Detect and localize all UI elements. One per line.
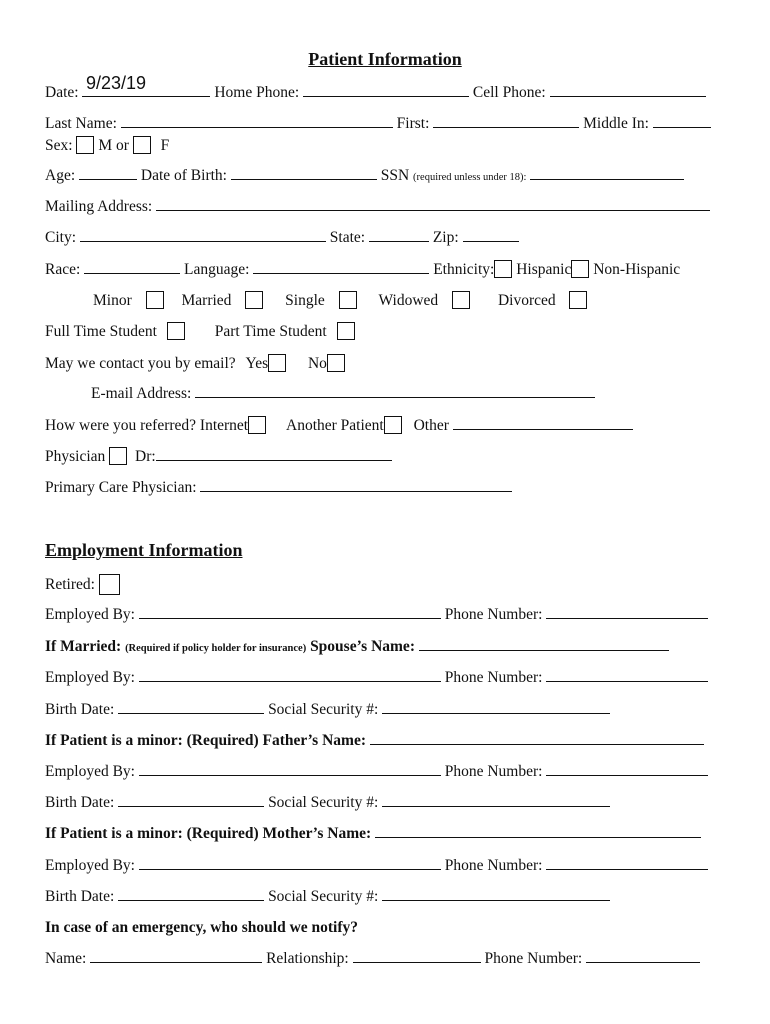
spouse-ssn-field[interactable] (382, 701, 610, 714)
pcp-row (45, 479, 512, 497)
language-field[interactable] (253, 261, 429, 274)
birth-row-1 (45, 701, 610, 719)
mother-employed-by-field[interactable] (139, 857, 441, 870)
spouse-birth-date-label: Birth Date: (45, 701, 115, 718)
mother-name-label: If Patient is a minor: (Required) Mother’s Name: (45, 825, 372, 842)
city-label: City: (45, 229, 77, 246)
spouse-employed-by-field[interactable] (139, 669, 441, 682)
employed-by-label: Employed By: (45, 606, 135, 623)
pcp-label: Primary Care Physician: (45, 479, 197, 496)
cell-phone-label: Cell Phone: (472, 84, 546, 101)
father-ssn-field[interactable] (382, 794, 610, 807)
emergency-phone-label: Phone Number: (484, 950, 583, 967)
if-married-note: (Required if policy holder for insurance) (125, 643, 307, 654)
ethnicity-label: Ethnicity: (433, 261, 495, 278)
pcp-field[interactable] (200, 479, 512, 492)
other-field[interactable] (453, 417, 633, 430)
father-ssn-label: Social Security #: (268, 794, 379, 811)
father-row (45, 732, 704, 750)
spouse-row (45, 638, 669, 658)
employed-row-2 (45, 669, 708, 687)
birth-row-3 (45, 888, 610, 906)
mother-birth-date-label: Birth Date: (45, 888, 115, 905)
mailing-row (45, 198, 710, 216)
another-patient-checkbox[interactable] (384, 416, 402, 434)
mother-row (45, 825, 701, 843)
married-checkbox[interactable] (245, 291, 263, 309)
hispanic-label: Hispanic (516, 261, 572, 278)
ssn-label: SSN (380, 167, 410, 184)
divorced-label: Divorced (497, 292, 556, 309)
employed-row-4 (45, 857, 708, 875)
middle-initial-label: Middle In: (583, 115, 649, 132)
father-phone-field[interactable] (546, 763, 708, 776)
spouse-name-label: Spouse’s Name: (310, 638, 415, 655)
mother-phone-label: Phone Number: (444, 857, 543, 874)
phone-number-label: Phone Number: (444, 606, 543, 623)
dob-field[interactable] (231, 167, 377, 180)
physician-row (45, 447, 392, 466)
father-employed-by-label: Employed By: (45, 763, 135, 780)
emergency-row (45, 919, 358, 937)
father-name-label: If Patient is a minor: (Required) Father’s Name: (45, 732, 366, 749)
phone-number-field[interactable] (546, 606, 708, 619)
father-name-field[interactable] (370, 732, 704, 745)
another-patient-label: Another Patient (286, 417, 384, 434)
date-value: 9/23/19 (86, 73, 147, 93)
father-birth-date-field[interactable] (118, 794, 264, 807)
sex-label: Sex: (45, 137, 73, 154)
spouse-name-field[interactable] (419, 638, 669, 651)
race-field[interactable] (84, 261, 180, 274)
spouse-employed-by-label: Employed By: (45, 669, 135, 686)
birth-row-2 (45, 794, 610, 812)
retired-row (45, 574, 120, 595)
mother-ssn-label: Social Security #: (268, 888, 379, 905)
marital-row (93, 291, 587, 310)
last-name-label: Last Name: (45, 115, 117, 132)
mother-phone-field[interactable] (546, 857, 708, 870)
email-yes-checkbox[interactable] (268, 354, 286, 372)
mother-birth-date-field[interactable] (118, 888, 264, 901)
name-row (45, 115, 711, 133)
internet-checkbox[interactable] (248, 416, 266, 434)
email-address-row (91, 385, 595, 403)
sex-row (45, 136, 169, 155)
non-hispanic-checkbox[interactable] (571, 260, 589, 278)
emergency-name-label: Name: (45, 950, 87, 967)
father-phone-label: Phone Number: (444, 763, 543, 780)
sex-f-checkbox[interactable] (133, 136, 151, 154)
zip-label: Zip: (432, 229, 459, 246)
email-no-checkbox[interactable] (327, 354, 345, 372)
email-address-field[interactable] (195, 385, 595, 398)
sex-m-label: M or (98, 137, 129, 154)
state-label: State: (329, 229, 366, 246)
father-birth-date-label: Birth Date: (45, 794, 115, 811)
sex-m-checkbox[interactable] (76, 136, 94, 154)
father-employed-by-field[interactable] (139, 763, 441, 776)
email-no-label: No (307, 355, 327, 372)
ssn-field[interactable] (530, 167, 684, 180)
student-row (45, 322, 355, 341)
relationship-label: Relationship: (266, 950, 349, 967)
other-label: Other (413, 417, 449, 434)
last-name-field[interactable] (121, 115, 393, 128)
relationship-field[interactable] (353, 950, 481, 963)
referred-row (45, 416, 633, 435)
physician-checkbox[interactable] (109, 447, 127, 465)
employed-row-3 (45, 763, 708, 781)
retired-checkbox[interactable] (99, 574, 120, 595)
single-checkbox[interactable] (339, 291, 357, 309)
retired-label: Retired: (45, 576, 95, 593)
language-label: Language: (184, 261, 250, 278)
non-hispanic-label: Non-Hispanic (593, 261, 681, 278)
emergency-phone-field[interactable] (586, 950, 700, 963)
emergency-question: In case of an emergency, who should we notify? (45, 919, 359, 936)
mother-ssn-field[interactable] (382, 888, 610, 901)
state-field[interactable] (369, 229, 429, 242)
date-label: Date: (45, 84, 79, 101)
dr-field[interactable] (156, 448, 392, 461)
employment-title: Employment Information (45, 540, 243, 560)
dob-label: Date of Birth: (140, 167, 227, 184)
dr-label: Dr: (135, 448, 156, 465)
part-time-checkbox[interactable] (337, 322, 355, 340)
widowed-checkbox[interactable] (452, 291, 470, 309)
race-label: Race: (45, 261, 81, 278)
minor-label: Minor (93, 292, 132, 309)
age-row (45, 167, 684, 187)
emergency-name-field[interactable] (90, 950, 262, 963)
emergency-contact-row (45, 950, 700, 968)
home-phone-field[interactable] (303, 84, 469, 97)
spouse-phone-field[interactable] (546, 669, 708, 682)
mother-name-field[interactable] (375, 825, 701, 838)
mailing-field[interactable] (156, 198, 710, 211)
employed-row-1 (45, 606, 708, 624)
ssn-note: (required unless under 18): (413, 172, 527, 183)
zip-field[interactable] (463, 229, 519, 242)
cell-phone-field[interactable] (550, 84, 706, 97)
spouse-phone-label: Phone Number: (444, 669, 543, 686)
divorced-checkbox[interactable] (569, 291, 587, 309)
referred-question: How were you referred? Internet (45, 417, 249, 434)
mother-employed-by-label: Employed By: (45, 857, 135, 874)
part-time-label: Part Time Student (214, 323, 327, 340)
full-time-label: Full Time Student (45, 323, 157, 340)
race-row (45, 260, 680, 279)
age-label: Age: (45, 167, 76, 184)
city-field[interactable] (80, 229, 326, 242)
email-address-label: E-mail Address: (91, 385, 192, 402)
form-title: Patient Information (308, 49, 462, 69)
city-row (45, 229, 519, 247)
married-label: Married (181, 292, 232, 309)
full-time-checkbox[interactable] (167, 322, 185, 340)
first-name-field[interactable] (433, 115, 579, 128)
spouse-birth-date-field[interactable] (118, 701, 264, 714)
sex-f-label: F (160, 137, 170, 154)
spouse-ssn-label: Social Security #: (268, 701, 379, 718)
if-married-label: If Married: (45, 638, 122, 655)
minor-checkbox[interactable] (146, 291, 164, 309)
first-name-label: First: (396, 115, 430, 132)
employed-by-field[interactable] (139, 606, 441, 619)
email-yes-label: Yes (245, 355, 269, 372)
home-phone-label: Home Phone: (214, 84, 300, 101)
email-contact-question: May we contact you by email? (45, 355, 236, 372)
physician-label: Physician (45, 448, 106, 465)
age-field[interactable] (79, 167, 137, 180)
mailing-label: Mailing Address: (45, 198, 153, 215)
single-label: Single (285, 292, 325, 309)
email-contact-row (45, 354, 345, 373)
hispanic-checkbox[interactable] (494, 260, 512, 278)
widowed-label: Widowed (378, 292, 439, 309)
middle-initial-field[interactable] (653, 115, 711, 128)
